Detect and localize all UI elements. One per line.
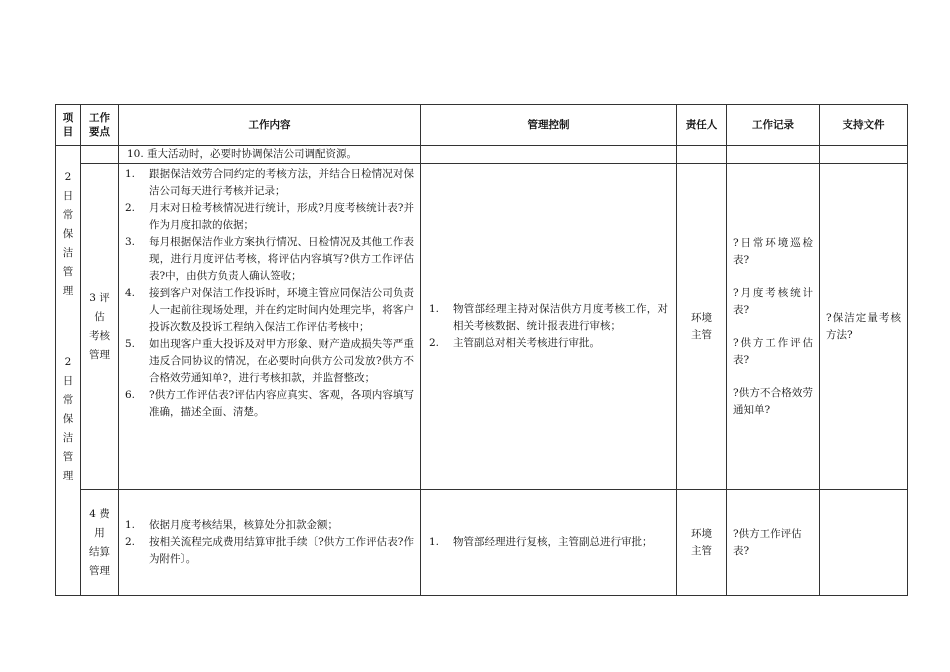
content-list: [119, 515, 420, 570]
table-row: [56, 146, 908, 164]
record-item: ?月度考核统计表?: [733, 286, 813, 316]
table-row: [56, 164, 908, 490]
management-table: [55, 104, 908, 596]
content-cell: 10. 重大活动时，必要时协调保洁公司调配资源。: [119, 146, 421, 164]
header-control: 管理控制: [421, 105, 677, 146]
list-item: [125, 517, 414, 534]
list-item-number: 2.: [125, 536, 136, 548]
list-item-number: 2.: [125, 202, 136, 214]
list-item-number: 1.: [125, 519, 136, 531]
list-item: [429, 335, 668, 352]
support-cell: ?保洁定量考核方法?: [820, 164, 908, 490]
header-point: 工作要点: [81, 105, 119, 146]
list-item: [429, 301, 668, 335]
record-item: ?供方工作评估表?: [733, 336, 813, 366]
point-cell-empty: [81, 146, 119, 164]
list-item-number: 3.: [125, 236, 136, 248]
content-cell: [119, 164, 421, 490]
list-item-text: 跟据保洁效劳合同约定的考核方法，并结合日检情况对保洁公司每天进行考核并记录；: [149, 168, 414, 197]
list-item: [125, 285, 414, 336]
point-cell: 3 评估 考核 管理: [81, 164, 119, 490]
control-list: [421, 301, 676, 352]
list-item-text: 主管副总对相关考核进行审批。: [453, 337, 600, 349]
list-item-text: 依据月度考核结果，核算处分扣款金额；: [149, 519, 338, 531]
list-item-number: 2.: [429, 337, 440, 349]
list-item: [125, 534, 414, 568]
content-list: [119, 164, 420, 423]
header-owner: 责任人: [677, 105, 727, 146]
control-cell: [421, 164, 677, 490]
support-cell-empty: [820, 146, 908, 164]
header-content: 工作内容: [119, 105, 421, 146]
record-cell: ?供方工作评估表?: [727, 490, 820, 596]
record-item: ?日常环境巡检表?: [733, 236, 813, 266]
record-item: ?供方不合格效劳通知单?: [733, 386, 813, 416]
list-item-number: 5.: [125, 338, 136, 350]
list-item-text: 物管部经理进行复核，主管副总进行审批；: [453, 536, 653, 548]
list-item-text: 物管部经理主持对保洁供方月度考核工作，对相关考核数据、统计报表进行审核；: [453, 303, 668, 332]
control-list: [421, 534, 676, 551]
list-item-number: 1.: [429, 536, 440, 548]
list-item-text: 每月根据保洁作业方案执行情况、日检情况及其他工作表现，进行月度评估考核，将评估内容填写?供方工作评估表?中，由供方负责人确认签收；: [149, 236, 414, 282]
list-item-number: 4.: [125, 287, 136, 299]
header-record: 工作记录: [727, 105, 820, 146]
header-support: 支持文件: [820, 105, 908, 146]
list-item: [125, 200, 414, 234]
record-cell-empty: [727, 146, 820, 164]
table-row: [56, 490, 908, 596]
list-item: [429, 534, 668, 551]
owner-cell: 环境 主管: [677, 164, 727, 490]
list-item-number: 1.: [125, 168, 136, 180]
point-cell: 4 费用 结算 管理: [81, 490, 119, 596]
list-item: [125, 234, 414, 285]
support-cell-empty: [820, 490, 908, 596]
item-label-top: 2 日 常 保 洁 管 理: [62, 171, 74, 297]
item-label-bottom: 2 日 常 保 洁 管 理: [62, 356, 74, 482]
list-item-number: 1.: [429, 303, 440, 315]
header-row: [56, 105, 908, 146]
control-cell: [421, 490, 677, 596]
list-item: [125, 336, 414, 387]
list-item-number: 6.: [125, 389, 136, 401]
control-cell-empty: [421, 146, 677, 164]
record-cell: [727, 164, 820, 490]
list-item: [125, 166, 414, 200]
list-item: [125, 387, 414, 421]
list-item-text: 接到客户对保洁工作投诉时，环境主管应同保洁公司负责人一起前往现场处理，并在约定时间内处理完毕，将客户投诉次数及投诉工程纳入保洁工作评估考核中；: [149, 287, 414, 333]
content-cell: [119, 490, 421, 596]
item-cell: [56, 146, 81, 596]
header-item: 项目: [56, 105, 81, 146]
list-item-text: 如出现客户重大投诉及对甲方形象、财产造成损失等严重违反合同协议的情况，在必要时向供方公司发放?供方不合格效劳通知单?，进行考核扣款，并监督整改；: [149, 338, 414, 384]
list-item-text: 月末对日检考核情况进行统计，形成?月度考核统计表?并作为月度扣款的依据；: [149, 202, 414, 231]
list-item-text: ?供方工作评估表?评估内容应真实、客观，各项内容填写准确，描述全面、清楚。: [149, 389, 414, 418]
list-item-text: 按相关流程完成费用结算审批手续〔?供方工作评估表?作为附件〕。: [149, 536, 414, 565]
document-sheet: [55, 104, 907, 596]
owner-cell: 环境 主管: [677, 490, 727, 596]
owner-cell-empty: [677, 146, 727, 164]
